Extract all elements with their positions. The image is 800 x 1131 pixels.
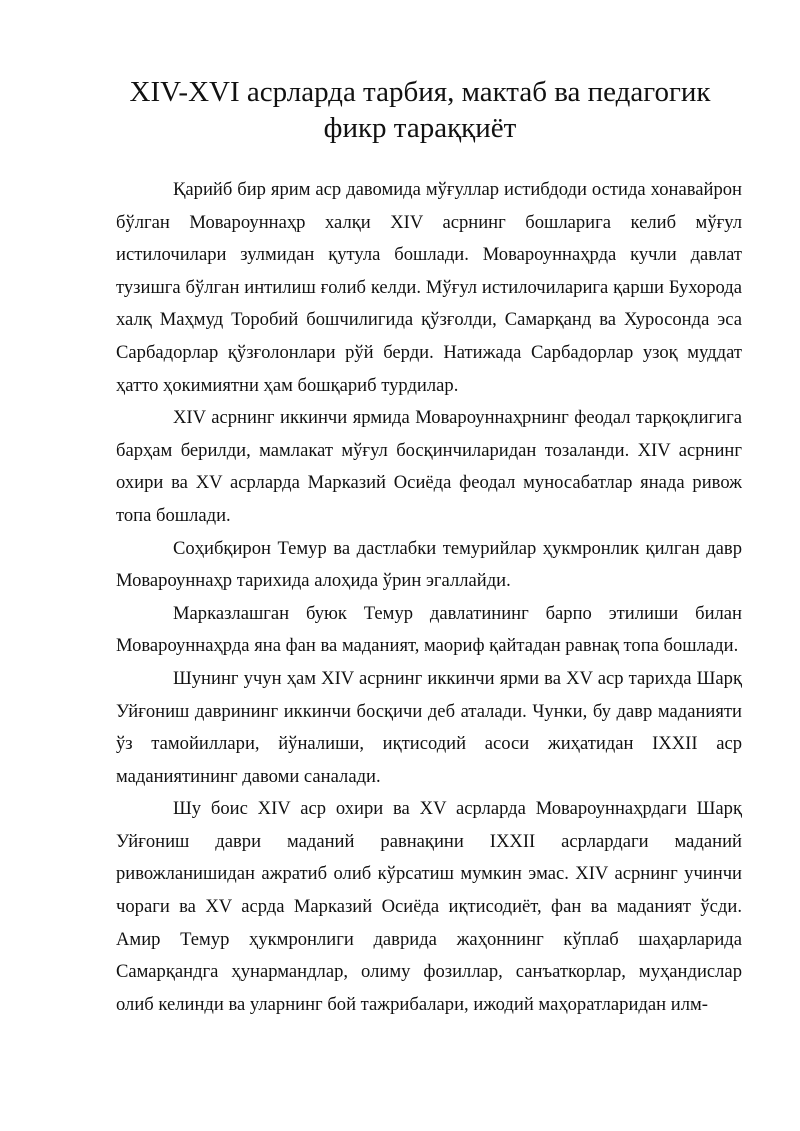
paragraph: Қарийб бир ярим аср давомида мўғуллар истибдоди остида хонавайрон бўлган Мовароуннаҳр халқи XIV асрнинг бошларига келиб мўғул истилочилари зулмидан қутула бошлади. Мовароуннаҳрда кучли давлат тузишга бўлган интилиш ғолиб келди. Мўғул истилочиларига қарши Бухорода халқ Маҳмуд Торобий бошчилигида қўзғолди, Самарқанд ва Хуросонда эса Сарбадорлар қўзғолонлари рўй берди. Натижада Сарбадорлар узоқ муддат ҳатто ҳокимиятни ҳам бошқариб турдилар. xyxy=(116,179,742,396)
paragraph: Шу боис XIV аср охири ва XV асрларда Мовароуннаҳрдаги Шарқ Уйғониш даври маданий равнақини IXXII асрлардаги маданий ривожланишидан ажратиб олиб кўрсатиш мумкин эмас. XIV асрнинг учинчи чораги ва XV асрда Марказий Осиёда иқтисодиёт, фан ва маданият ўсди. Амир Темур ҳукмронлиги даврида жаҳоннинг кўплаб шаҳарларида Самарқандга ҳунармандлар, олиму фозиллар, санъаткорлар, муҳандислар олиб келинди ва уларнинг бой тажрибалари, ижодий маҳоратларидан илм- xyxy=(116,798,742,1015)
paragraph: Марказлашган буюк Темур давлатининг барпо этилиши билан Мовароуннаҳрда яна фан ва маданият, маориф қайтадан равнақ топа бошлади. xyxy=(116,602,742,657)
document-title: XIV-XVI асрларда тарбия, мактаб ва педагогик фикр тараққиёт xyxy=(129,76,711,144)
paragraph: XIV асрнинг иккинчи ярмида Мовароуннаҳрнинг феодал тарқоқлигига барҳам берилди, мамлакат мўғул босқинчиларидан тозаланди. XIV асрнинг охири ва XV асрларда Марказий Осиёда феодал муносабатлар янада ривож топа бошлади. xyxy=(116,407,742,526)
paragraph: Шунинг учун ҳам XIV асрнинг иккинчи ярми ва XV аср тарихда Шарқ Уйғониш даврининг иккинчи босқичи деб аталади. Чунки, бу давр маданияти ўз тамойиллари, йўналиши, иқтисодий асоси жиҳатидан IXXII аср маданиятининг давоми саналади. xyxy=(116,667,742,787)
paragraph: Соҳибқирон Темур ва дастлабки темурийлар ҳукмронлик қилган давр Мовароуннаҳр тарихида алоҳида ўрин эгаллайди. xyxy=(116,537,742,592)
document-body xyxy=(116,174,742,1021)
